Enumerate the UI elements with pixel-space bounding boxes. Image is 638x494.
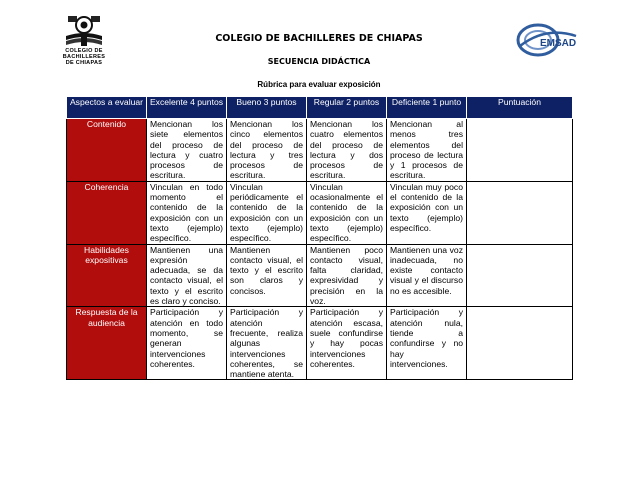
emsad-logo-text: EMSAD: [540, 38, 577, 49]
criteria-cell: Participación y atención en todo momento, se generan intervenciones coherentes.: [147, 307, 227, 380]
criteria-cell: Vinculan periódicamente el contenido de la exposición con un texto (ejemplo) específico.: [227, 181, 307, 244]
table-header-row: [67, 97, 573, 119]
criteria-cell: Mantienen una expresión adecuada, se da contacto visual, el texto y el escrito es claro y conciso.: [147, 244, 227, 307]
criteria-cell: Mencionan los siete elementos del proceso de lectura y cuatro procesos de escritura.: [147, 119, 227, 182]
score-cell: [467, 119, 573, 182]
criteria-cell: Mencionan los cuatro elementos del proceso de lectura y dos procesos de escritura.: [307, 119, 387, 182]
score-cell: [467, 181, 573, 244]
table-row: [67, 119, 573, 182]
criteria-cell: Mencionan los cinco elementos del proceso de lectura y tres procesos de escritura.: [227, 119, 307, 182]
aspect-cell: Habilidades expositivas: [67, 244, 147, 307]
aspect-cell: Coherencia: [67, 181, 147, 244]
criteria-cell: Vinculan en todo momento el contenido de la exposición con un texto (ejemplo) específico.: [147, 181, 227, 244]
criteria-cell: Mantienen poco contacto visual, falta claridad, expresividad y precisión en la voz.: [307, 244, 387, 307]
criteria-cell: Participación y atención nula, tiende a confundirse y no hay intervenciones.: [387, 307, 467, 380]
rubric-table: [66, 96, 573, 380]
logo-caption-line: COLEGIO DE: [65, 48, 103, 54]
rubric-title: Rúbrica para evaluar exposición: [257, 80, 381, 89]
criteria-cell: Participación y atención frecuente, realiza algunas intervenciones coherentes, se mantiene atenta.: [227, 307, 307, 380]
column-header: Puntuación: [467, 97, 573, 119]
column-header: Regular 2 puntos: [307, 97, 387, 119]
logo-caption-line: DE CHIAPAS: [65, 60, 103, 66]
score-cell: [467, 244, 573, 307]
sequence-subtitle: SECUENCIA DIDÁCTICA: [267, 57, 371, 66]
criteria-cell: Participación y atención escasa, suele confundirse y hay pocas intervenciones coherentes.: [307, 307, 387, 380]
aspect-cell: Contenido: [67, 119, 147, 182]
logo-caption-line: BACHILLERES: [62, 54, 106, 60]
criteria-cell: Mantienen una voz inadecuada, no existe contacto visual y el discurso no es accesible.: [387, 244, 467, 307]
table-row: [67, 244, 573, 307]
institution-title: COLEGIO DE BACHILLERES DE CHIAPAS: [215, 33, 423, 44]
column-header: Bueno 3 puntos: [227, 97, 307, 119]
score-cell: [467, 307, 573, 380]
table-row: [67, 307, 573, 380]
criteria-cell: Mencionan al menos tres elementos del proceso de lectura y 1 procesos de escritura.: [387, 119, 467, 182]
criteria-cell: Vinculan ocasionalmente el contenido de la exposición con un texto (ejemplo) específico.: [307, 181, 387, 244]
column-header: Aspectos a evaluar: [67, 97, 147, 119]
criteria-cell: Mantienen contacto visual, el texto y el escrito son claros y concisos.: [227, 244, 307, 307]
aspect-cell: Respuesta de la audiencia: [67, 307, 147, 380]
criteria-cell: Vinculan muy poco el contenido de la exposición con un texto (ejemplo) específico.: [387, 181, 467, 244]
column-header: Excelente 4 puntos: [147, 97, 227, 119]
column-header: Deficiente 1 punto: [387, 97, 467, 119]
table-row: [67, 181, 573, 244]
